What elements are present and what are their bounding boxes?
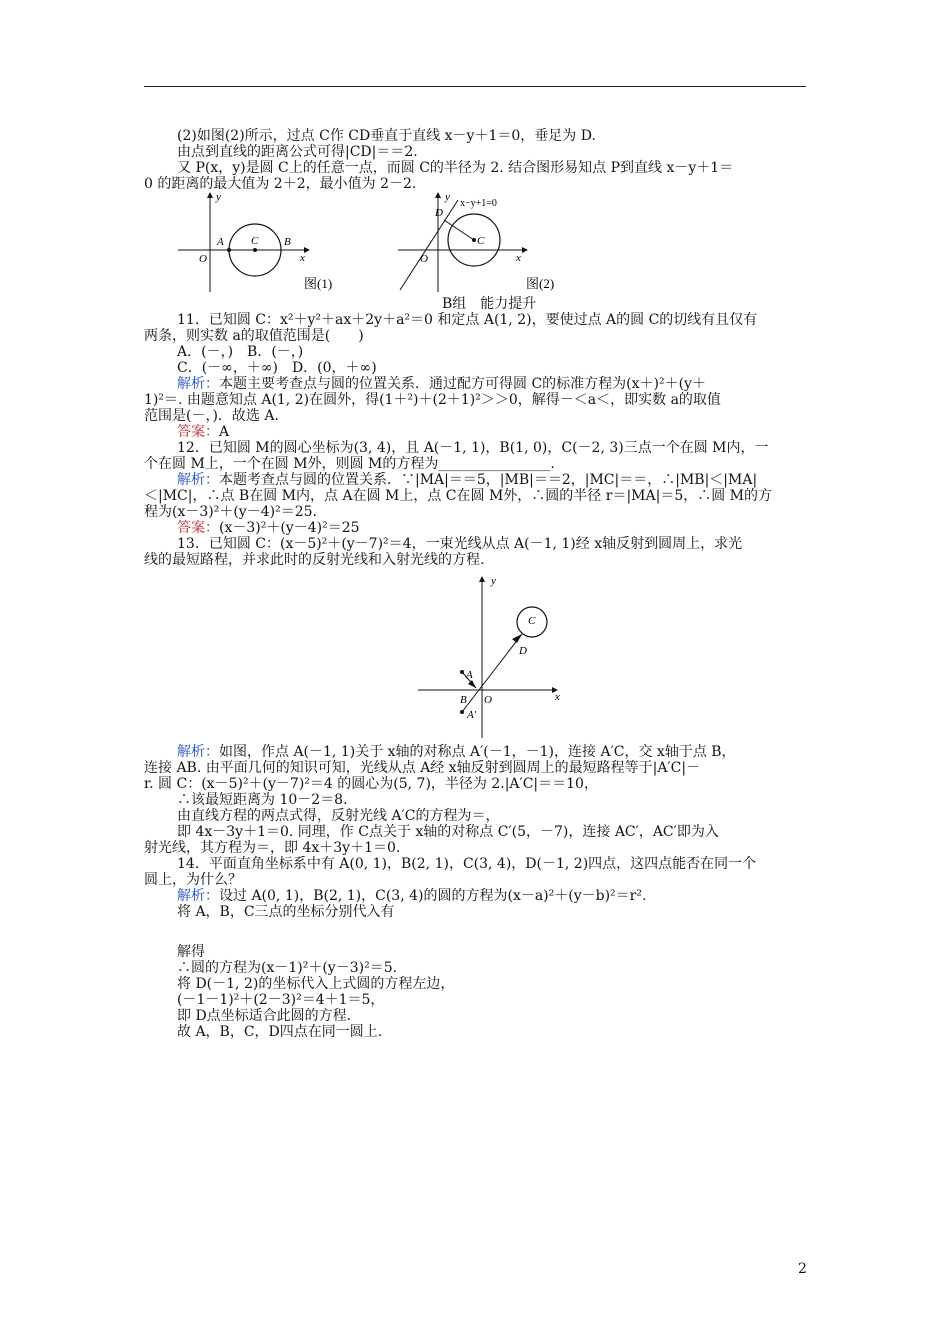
text-line: 射光线，其方程为＝，即 4x＋3y＋1＝0. xyxy=(144,840,401,856)
fig1-y-label: y xyxy=(216,191,221,203)
text-line: 连接 AB. 由平面几何的知识可知，光线从点 A经 x轴反射到圆周上的最短路程等于|A′C|－ xyxy=(144,760,701,776)
solution-label: 解析： xyxy=(177,376,219,392)
fig1-a-label: A xyxy=(217,236,224,248)
fig3-origin-label: O xyxy=(484,694,492,706)
answer-label: 答案： xyxy=(177,424,219,440)
figure-3 xyxy=(418,572,568,740)
text-line: 故 A，B，C，D四点在同一圆上. xyxy=(177,1024,383,1040)
text-line: 解得 xyxy=(177,944,205,960)
text-line: 两条，则实数 a的取值范围是( ) xyxy=(144,328,364,344)
text-line: 范围是(－，)．故选 A. xyxy=(144,408,279,424)
text-line: 0 的距离的最大值为 2＋2，最小值为 2－2. xyxy=(144,176,417,192)
text-line: 程为(x－3)²＋(y－4)²＝25. xyxy=(144,504,317,520)
text-line: 解析：设过 A(0, 1)，B(2, 1)，C(3, 4)的圆的方程为(x－a)²＋(y－b)²＝r². xyxy=(177,888,647,904)
fig2-c-label: C xyxy=(477,235,485,247)
text-line: 12．已知圆 M的圆心坐标为(3, 4)，且 A(－1, 1)，B(1, 0)，C(－2, 3)三点一个在圆 M内，一 xyxy=(177,440,769,456)
fig3-a-label: A xyxy=(466,669,473,681)
text-line: ∴圆的方程为(x－1)²＋(y－3)²＝5. xyxy=(177,960,398,976)
fig1-x-label: x xyxy=(300,252,305,264)
text-line: 1)²＝. 由题意知点 A(1, 2)在圆外，得(1＋²)＋(2＋1)²＞＞0，解得－＜a＜，即实数 a的取值 xyxy=(144,392,721,408)
text-line: 即 4x－3y＋1＝0. 同理，作 C点关于 x轴的对称点 C′(5，－7)，连接 AC′，AC′即为入 xyxy=(177,824,719,840)
fig3-a-prime-label: A′ xyxy=(467,709,477,721)
text-line: 答案：A xyxy=(177,424,230,440)
text-line: 14．平面直角坐标系中有 A(0, 1)，B(2, 1)，C(3, 4)，D(－1, 2)四点，这四点能否在同一个 xyxy=(177,856,757,872)
fig1-caption: 图(1) xyxy=(304,276,333,291)
header-rule xyxy=(144,86,806,87)
text-line: 解析：如图，作点 A(－1, 1)关于 x轴的对称点 A′(－1，－1)，连接 A′C，交 x轴于点 B， xyxy=(177,744,736,760)
text-line: 圆上，为什么？ xyxy=(144,872,242,888)
fig1-b-label: B xyxy=(284,236,291,248)
fig2-caption: 图(2) xyxy=(526,276,555,291)
text-line: 11．已知圆 C：x²＋y²＋ax＋2y＋a²＝0 和定点 A(1, 2)，要使过点 A的圆 C的切线有且仅有 xyxy=(177,312,758,328)
text-line: 将 D(－1, 2)的坐标代入上式圆的方程左边， xyxy=(177,976,455,992)
fig2-d-label: D xyxy=(435,207,443,219)
text-line: 又 P(x，y)是圆 C上的任意一点，而圆 C的半径为 2. 结合图形易知点 P到直线 x－y＋1＝ xyxy=(177,160,734,176)
fig1-origin-label: O xyxy=(199,253,207,265)
text-line: 个在圆 M上，一个在圆 M外，则圆 M的方程为________________. xyxy=(144,456,555,472)
text-line: r. 圆 C：(x－5)²＋(y－7)²＝4 的圆心为(5, 7)，半径为 2.|A′C|＝＝10， xyxy=(144,776,598,792)
fig2-origin-label: O xyxy=(420,253,428,265)
fig3-x-label: x xyxy=(555,691,560,703)
solution-label: 解析： xyxy=(177,888,219,904)
text-line: 线的最短路程，并求此时的反射光线和入射光线的方程. xyxy=(144,552,485,568)
text-line: 答案：(x－3)²＋(y－4)²＝25 xyxy=(177,520,360,536)
text-line: 解析：本题考查点与圆的位置关系．∵|MA|＝＝5，|MB|＝＝2，|MC|＝＝，∴|MB|＜|MA| xyxy=(177,472,758,488)
text-line: (2)如图(2)所示，过点 C作 CD垂直于直线 x－y＋1＝0，垂足为 D. xyxy=(177,128,596,144)
text-line: ＜|MC|，∴点 B在圆 M内，点 A在圆 M上，点 C在圆 M外，∴圆的半径 r＝|MA|＝5，∴圆 M的方 xyxy=(144,488,773,504)
text-line: 即 D点坐标适合此圆的方程. xyxy=(177,1008,352,1024)
text-line: 13．已知圆 C：(x－5)²＋(y－7)²＝4，一束光线从点 A(－1, 1)经 x轴反射到圆周上，求光 xyxy=(177,536,743,552)
fig2-line-equation: x−y+1=0 xyxy=(460,198,497,209)
section-heading: B组 能力提升 xyxy=(442,296,537,312)
fig2-x-label: x xyxy=(516,252,521,264)
text-line: 由直线方程的两点式得，反射光线 A′C的方程为＝， xyxy=(177,808,500,824)
answer-label: 答案： xyxy=(177,520,219,536)
text-line: 由点到直线的距离公式可得|CD|＝＝2. xyxy=(177,144,418,160)
fig3-d-label: D xyxy=(519,645,527,657)
text-line: A．(－，) B．(－，) xyxy=(177,344,304,360)
figure-1 xyxy=(178,188,358,294)
text-line: C．(－∞，＋∞) D．(0，＋∞) xyxy=(177,360,377,376)
text-line: ∴该最短距离为 10－2＝8. xyxy=(177,792,348,808)
solution-label: 解析： xyxy=(177,744,219,760)
text-line: 解析：本题主要考查点与圆的位置关系．通过配方可得圆 C的标准方程为(x＋)²＋(y＋ xyxy=(177,376,706,392)
page-number: 2 xyxy=(798,1261,807,1277)
solution-label: 解析： xyxy=(177,472,219,488)
text-line: (－1－1)²＋(2－3)²＝4＋1＝5， xyxy=(177,992,385,1008)
fig3-b-label: B xyxy=(460,694,467,706)
fig3-y-label: y xyxy=(491,575,496,587)
fig1-c-label: C xyxy=(251,235,259,247)
figure-2 xyxy=(398,188,578,294)
text-line: 将 A，B，C三点的坐标分别代入有 xyxy=(177,904,395,920)
fig3-c-label: C xyxy=(528,615,536,627)
fig2-y-label: y xyxy=(445,191,450,203)
